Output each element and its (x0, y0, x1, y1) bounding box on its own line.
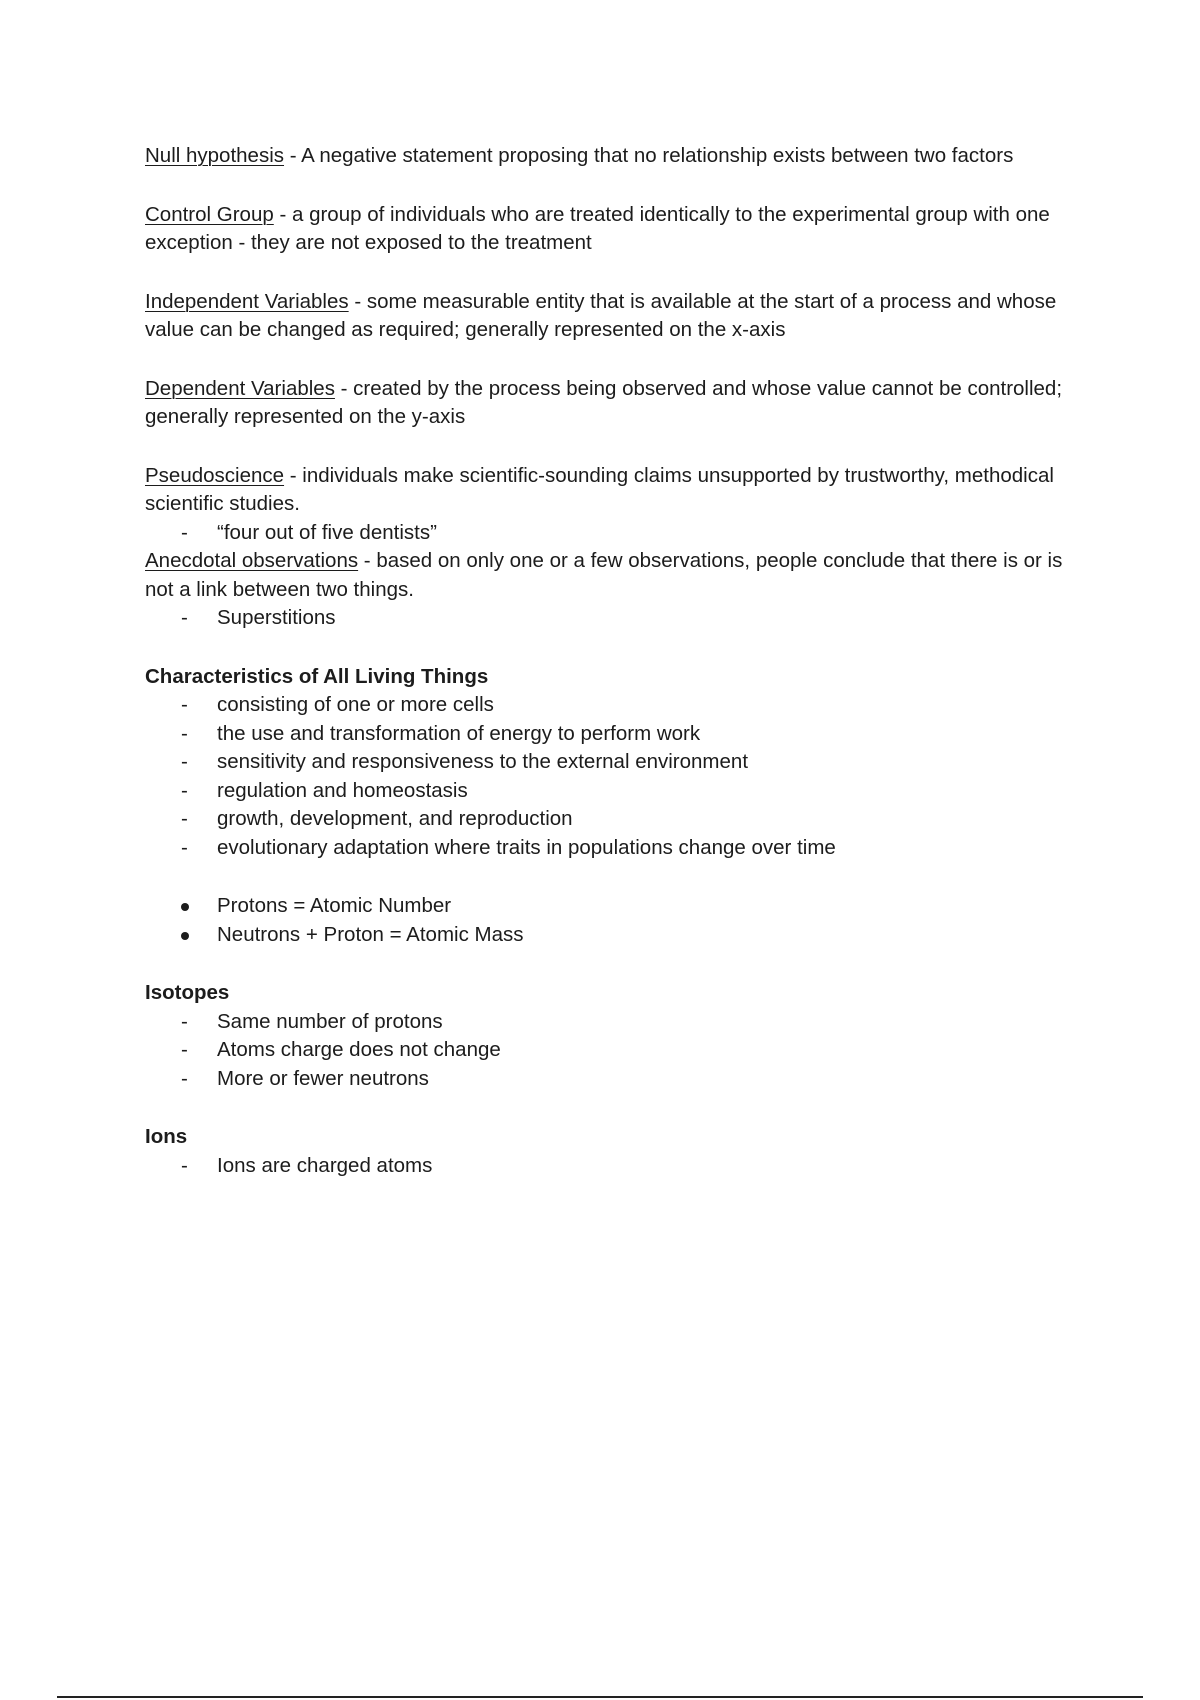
bullet-icon (181, 903, 189, 911)
anecdotal-examples (145, 604, 1095, 633)
definition-text: - a group of individuals who are treated identically to the experimental group with one exception - they are not exposed to the treatment (145, 202, 1050, 254)
definition-text: - some measurable entity that is available at the start of a process and whose value can be changed as required; generally represented on the x-axis (145, 289, 1057, 341)
definition-dependent-variables (145, 375, 1095, 432)
list-item-text: Neutrons + Proton = Atomic Mass (217, 922, 524, 946)
definition-text: - A negative statement proposing that no relationship exists between two factors (284, 144, 1014, 167)
ions-list (145, 1152, 1095, 1181)
section-heading-ions: Ions (145, 1125, 188, 1148)
list-item: - Ions are charged atoms (145, 1152, 1095, 1181)
term: Pseudoscience (145, 463, 285, 487)
isotopes-list (145, 1008, 1095, 1094)
list-item: - the use and transformation of energy to perform work (145, 720, 1095, 749)
spacer (145, 171, 1095, 201)
list-item-text: Protons = Atomic Number (217, 894, 452, 917)
section-heading-living-things: Characteristics of All Living Things (145, 664, 489, 688)
list-item: - More or fewer neutrons (145, 1065, 1095, 1094)
list-item: - growth, development, and reproduction (145, 805, 1095, 834)
spacer (145, 1093, 1095, 1123)
spacer (145, 345, 1095, 375)
list-item (145, 892, 1095, 921)
term: Dependent Variables (145, 376, 335, 400)
atomic-facts-list (145, 892, 1095, 949)
list-item: - consisting of one or more cells (145, 691, 1095, 720)
bullet-icon (181, 932, 189, 940)
spacer (145, 633, 1095, 663)
term: Anecdotal observations (145, 549, 359, 572)
list-item: - Atoms charge does not change (145, 1036, 1095, 1065)
spacer (145, 432, 1095, 462)
spacer (145, 949, 1095, 979)
definition-text: - created by the process being observed and whose value cannot be controlled; generally represented on the y-axis (145, 376, 1063, 428)
list-item: - Superstitions (145, 604, 1095, 633)
list-item: - sensitivity and responsiveness to the external environment (145, 748, 1095, 777)
list-item: - Same number of protons (145, 1008, 1095, 1037)
spacer (145, 258, 1095, 288)
list-item: - evolutionary adaptation where traits in populations change over time (145, 834, 1095, 863)
page-bottom-divider (57, 1696, 1143, 1698)
list-item: - “four out of five dentists” (145, 519, 1095, 548)
spacer (145, 862, 1095, 892)
pseudoscience-examples (145, 519, 1095, 548)
list-item (145, 921, 1095, 950)
definition-text: - based on only one or a few observations, people conclude that there is or is not a link between two things. (145, 549, 1063, 601)
term: Independent Variables (145, 289, 349, 313)
definition-control-group (145, 201, 1095, 258)
notes-page (145, 142, 1095, 1180)
list-item: - regulation and homeostasis (145, 777, 1095, 806)
term: Control Group (145, 202, 274, 226)
definition-anecdotal-observations (145, 547, 1095, 604)
term: Null hypothesis (145, 144, 285, 167)
definition-independent-variables (145, 288, 1095, 345)
definition-text: - individuals make scientific-sounding claims unsupported by trustworthy, methodical scientific studies. (145, 463, 1054, 515)
definition-null-hypothesis (145, 142, 1095, 171)
living-things-list (145, 691, 1095, 862)
definition-pseudoscience (145, 462, 1095, 519)
section-heading-isotopes: Isotopes (145, 981, 230, 1004)
